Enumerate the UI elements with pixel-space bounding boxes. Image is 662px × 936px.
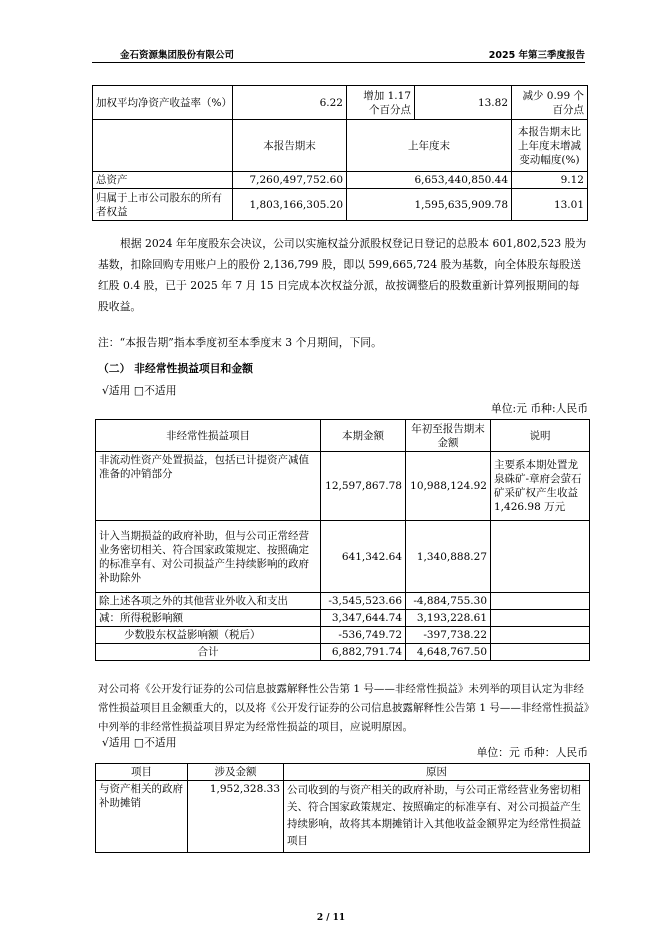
- row-item: 减：所得税影响额: [96, 610, 321, 627]
- header-divider: [92, 62, 585, 63]
- row-current: 12,597,867.78: [321, 452, 406, 521]
- col-change: 本报告期末比上年度末增减变动幅度(%): [512, 120, 588, 172]
- header-current: 本期金额: [321, 420, 406, 452]
- table-row: [96, 781, 590, 853]
- row-note: [491, 521, 590, 593]
- row-ytd: -4,884,755.30: [406, 593, 491, 610]
- header-ytd: 年初至报告期末金额: [406, 420, 491, 452]
- header-item: 项目: [96, 764, 188, 781]
- unit-label-2: 单位：元 币种：人民币: [476, 746, 588, 759]
- row-item: 计入当期损益的政府补助，但与公司正常经营业务密切相关、符合国家政策规定、按照确定的标准享有、对公司损益产生持续影响的政府补助除外: [96, 521, 321, 593]
- company-name: 金石资源集团股份有限公司: [120, 50, 235, 61]
- key-metrics-table: [92, 85, 588, 221]
- row-current: 3,347,644.74: [321, 610, 406, 627]
- report-title: 2025 年第三季度报告: [488, 50, 585, 61]
- row-ytd: -397,738.22: [406, 627, 491, 644]
- dividend-paragraph: 根据 2024 年年度股东会决议，公司以实施权益分派股权登记日登记的总股本 601,802,523 股为基数，扣除回购专用账户上的股份 2,136,799 股，即以 599,665,724 股为基数，向全体股东每股送红股 0.4 股，已于 2025 年 7 月 15 日完成本次权益分派，故按调整后的股数重新计算列报期间的每股收益。: [98, 237, 587, 313]
- row-current: 1,803,166,305.20: [233, 189, 347, 221]
- row-ytd: 3,193,228.61: [406, 610, 491, 627]
- row-note: 主要系本期处置龙泉硃矿-章府会萤石矿采矿权产生收益 1,426.98 万元: [491, 452, 590, 521]
- row-prev: 6,653,440,850.44: [347, 172, 512, 189]
- roe-current: 6.22: [233, 86, 347, 120]
- table-row: [96, 627, 590, 644]
- row-current: 7,260,497,752.60: [233, 172, 347, 189]
- table-row: [96, 644, 590, 661]
- col-current-end: 本报告期末: [233, 120, 347, 172]
- recurring-reclass-table: [95, 763, 590, 853]
- explanation-paragraph: 对公司将《公开发行证券的公司信息披露解释性公告第 1 号——非经常性损益》未列举的项目认定为非经常性损益项目且金额重大的，以及将《公开发行证券的公司信息披露解释性公告第 1 号——非经常性损益》中列举的非经常性损益项目界定为经常性损益的项目，应说明原因。: [98, 683, 590, 733]
- row-note: [491, 627, 590, 644]
- row-prev: 1,595,635,909.78: [347, 189, 512, 221]
- row-item: 合计: [96, 644, 321, 661]
- row-current: -3,545,523.66: [321, 593, 406, 610]
- col-prev-end: 上年度末: [347, 120, 512, 172]
- row-item: 与资产相关的政府补助摊销: [96, 781, 188, 853]
- unit-label: 单位:元 币种:人民币: [490, 402, 588, 415]
- row-label: 归属于上市公司股东的所有者权益: [93, 189, 233, 221]
- page-number: 2 / 11: [316, 913, 346, 923]
- non-recurring-table: [95, 419, 590, 661]
- row-ytd: 4,648,767.50: [406, 644, 491, 661]
- roe-ytd: 13.82: [415, 86, 512, 120]
- table-row: [93, 172, 588, 189]
- applicable-checkbox-2: √适用 □不适用: [102, 736, 177, 749]
- row-current: -536,749.72: [321, 627, 406, 644]
- section-title: （二） 非经常性损益项目和金额: [98, 362, 253, 375]
- row-ytd: 1,340,888.27: [406, 521, 491, 593]
- row-label: 总资产: [93, 172, 233, 189]
- row-change: 13.01: [512, 189, 588, 221]
- row-item: 少数股东权益影响额（税后）: [96, 627, 321, 644]
- applicable-checkbox: √适用 □不适用: [102, 384, 177, 397]
- row-ytd: 10,988,124.92: [406, 452, 491, 521]
- row-amount: 1,952,328.33: [188, 781, 284, 853]
- table-row: [96, 610, 590, 627]
- blank-cell: [93, 120, 233, 172]
- row-item: 非流动性资产处置损益，包括已计提资产减值准备的冲销部分: [96, 452, 321, 521]
- row-item: 除上述各项之外的其他营业外收入和支出: [96, 593, 321, 610]
- row-current: 6,882,791.74: [321, 644, 406, 661]
- roe-label: 加权平均净资产收益率（%）: [93, 86, 233, 120]
- row-change: 9.12: [512, 172, 588, 189]
- header-reason: 原因: [284, 764, 590, 781]
- row-note: [491, 610, 590, 627]
- header-item: 非经常性损益项目: [96, 420, 321, 452]
- table-row: [96, 593, 590, 610]
- table-row: [96, 521, 590, 593]
- row-reason: 公司收到的与资产相关的政府补助，与公司正常经营业务密切相关、符合国家政策规定、按照确定的标准享有、对公司损益产生持续影响，故将其本期摊销计入其他收益金额界定为经常性损益项目: [284, 781, 590, 853]
- roe-change-2: 减少 0.99 个百分点: [512, 86, 588, 120]
- header-amount: 涉及金额: [188, 764, 284, 781]
- row-note: [491, 644, 590, 661]
- table-row: [93, 189, 588, 221]
- table-row: [96, 452, 590, 521]
- period-note: 注：“本报告期”指本季度初至本季度末 3 个月期间，下同。: [98, 336, 382, 349]
- header-note: 说明: [491, 420, 590, 452]
- row-note: [491, 593, 590, 610]
- row-current: 641,342.64: [321, 521, 406, 593]
- roe-change-1: 增加 1.17 个百分点: [347, 86, 415, 120]
